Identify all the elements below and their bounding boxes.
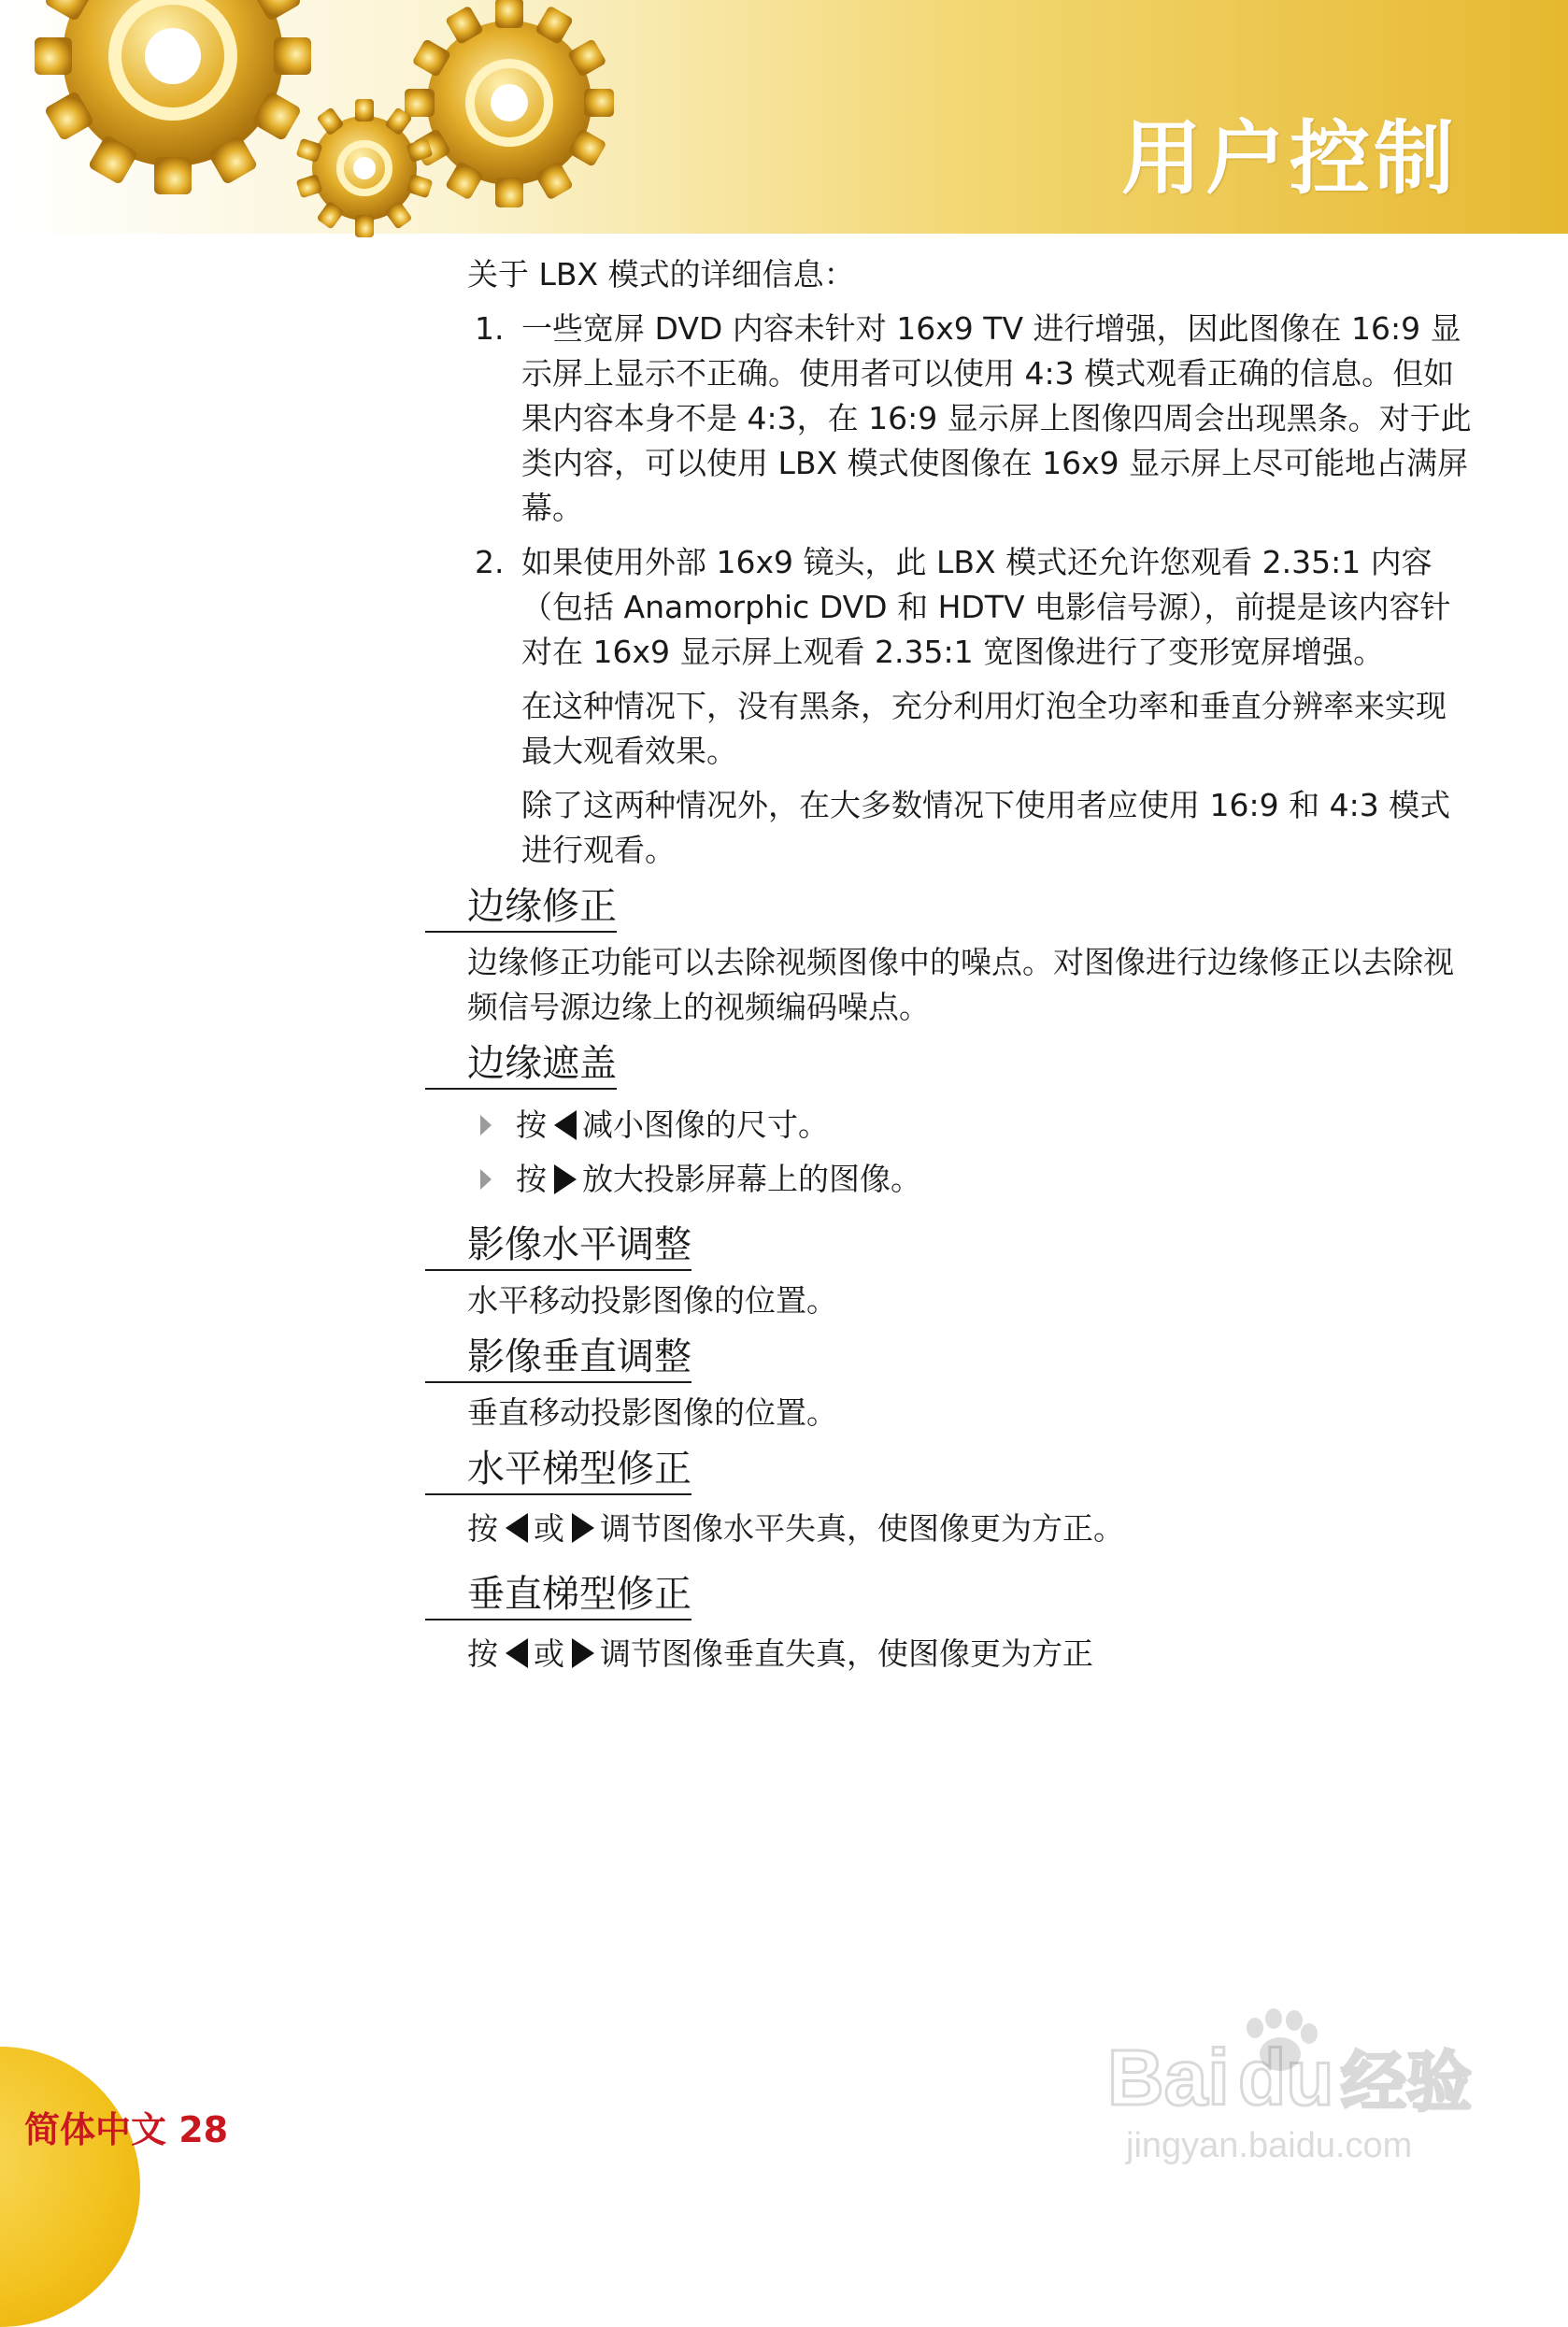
bullet-arrow-icon <box>480 1115 492 1135</box>
or-label: 或 <box>534 1510 564 1547</box>
bullet-text: 放大投影屏幕上的图像。 <box>582 1161 921 1197</box>
watermark-suffix: 经验 <box>1341 2046 1472 2119</box>
left-arrow-icon <box>554 1110 577 1140</box>
v-keystone-text: 调节图像垂直失真，使图像更为方正 <box>600 1635 1093 1672</box>
item-text: 如果使用外部 16x9 镜头，此 LBX 模式还允许您观看 2.35:1 内容（包括 Anamorphic DVD 和 HDTV 电影信号源），前提是该内容针对在 16x9 显示屏上观看 2.35:1 宽图像进行了变形宽屏增强。 <box>521 544 1451 670</box>
right-arrow-icon <box>572 1513 594 1543</box>
edge-correction-text: 边缘修正功能可以去除视频图像中的噪点。对图像进行边缘修正以去除视频信号源边缘上的视频编码噪点。 <box>467 944 1454 1025</box>
footer-decoration <box>0 2047 140 2327</box>
lbx-item-2 <box>467 540 1476 675</box>
or-label: 或 <box>534 1635 564 1672</box>
bullet-arrow-icon <box>480 1169 492 1190</box>
medium-gear-icon <box>405 0 614 207</box>
h-keystone-text-line <box>467 1506 1476 1551</box>
v-keystone-text-line <box>467 1632 1476 1677</box>
press-label: 按 <box>467 1510 498 1547</box>
gears-decoration-icon <box>0 0 654 243</box>
edge-mask-heading: 边缘遮盖 <box>425 1039 617 1090</box>
edge-mask-bullet-2 <box>467 1157 1476 1202</box>
right-arrow-icon <box>554 1164 577 1194</box>
edge-correction-heading: 边缘修正 <box>425 882 617 933</box>
watermark-brand-2: du <box>1238 2034 1334 2121</box>
lbx-item-1 <box>467 307 1476 531</box>
watermark-brand: Bai <box>1107 2034 1230 2121</box>
press-label: 按 <box>467 1635 498 1672</box>
h-position-text: 水平移动投影图像的位置。 <box>467 1282 837 1319</box>
lbx-sub-paragraph-2: 除了这两种情况外，在大多数情况下使用者应使用 16:9 和 4:3 模式进行观看。 <box>521 787 1451 868</box>
v-position-text: 垂直移动投影图像的位置。 <box>467 1394 837 1431</box>
item-number: 1. <box>475 310 505 347</box>
press-label: 按 <box>516 1161 547 1197</box>
h-position-heading: 影像水平调整 <box>425 1221 691 1271</box>
left-arrow-icon <box>506 1638 528 1668</box>
v-position-heading: 影像垂直调整 <box>425 1333 691 1383</box>
lbx-intro: 关于 LBX 模式的详细信息： <box>467 256 855 293</box>
page-number: 简体中文 28 <box>24 2109 229 2150</box>
h-keystone-heading: 水平梯型修正 <box>425 1445 691 1495</box>
edge-mask-bullet-1 <box>467 1103 1476 1148</box>
lbx-sub-paragraph-1: 在这种情况下，没有黑条，充分利用灯泡全功率和垂直分辨率来实现最大观看效果。 <box>521 688 1447 769</box>
h-keystone-text: 调节图像水平失真，使图像更为方正。 <box>600 1510 1124 1547</box>
v-keystone-heading: 垂直梯型修正 <box>425 1570 691 1620</box>
item-text: 一些宽屏 DVD 内容未针对 16x9 TV 进行增强，因此图像在 16:9 显示屏上显示不正确。使用者可以使用 4:3 模式观看正确的信息。但如果内容本身不是 4:3，在 16:9 显示屏上图像四周会出现黑条。对于此类内容，可以使用 LBX 模式使图像在 16x9 显示屏上尽可能地占满屏幕。 <box>521 310 1472 526</box>
main-content <box>467 252 1476 1686</box>
bullet-text: 减小图像的尺寸。 <box>582 1106 829 1143</box>
item-number: 2. <box>475 544 505 580</box>
baidu-watermark-logo <box>1107 2000 1500 2168</box>
page-title: 用户控制 <box>1121 112 1458 206</box>
watermark-url: jingyan.baidu.com <box>1126 2126 1413 2165</box>
small-gear-icon <box>296 99 434 237</box>
left-arrow-icon <box>506 1513 528 1543</box>
large-gear-icon <box>35 0 311 194</box>
press-label: 按 <box>516 1106 547 1143</box>
right-arrow-icon <box>572 1638 594 1668</box>
